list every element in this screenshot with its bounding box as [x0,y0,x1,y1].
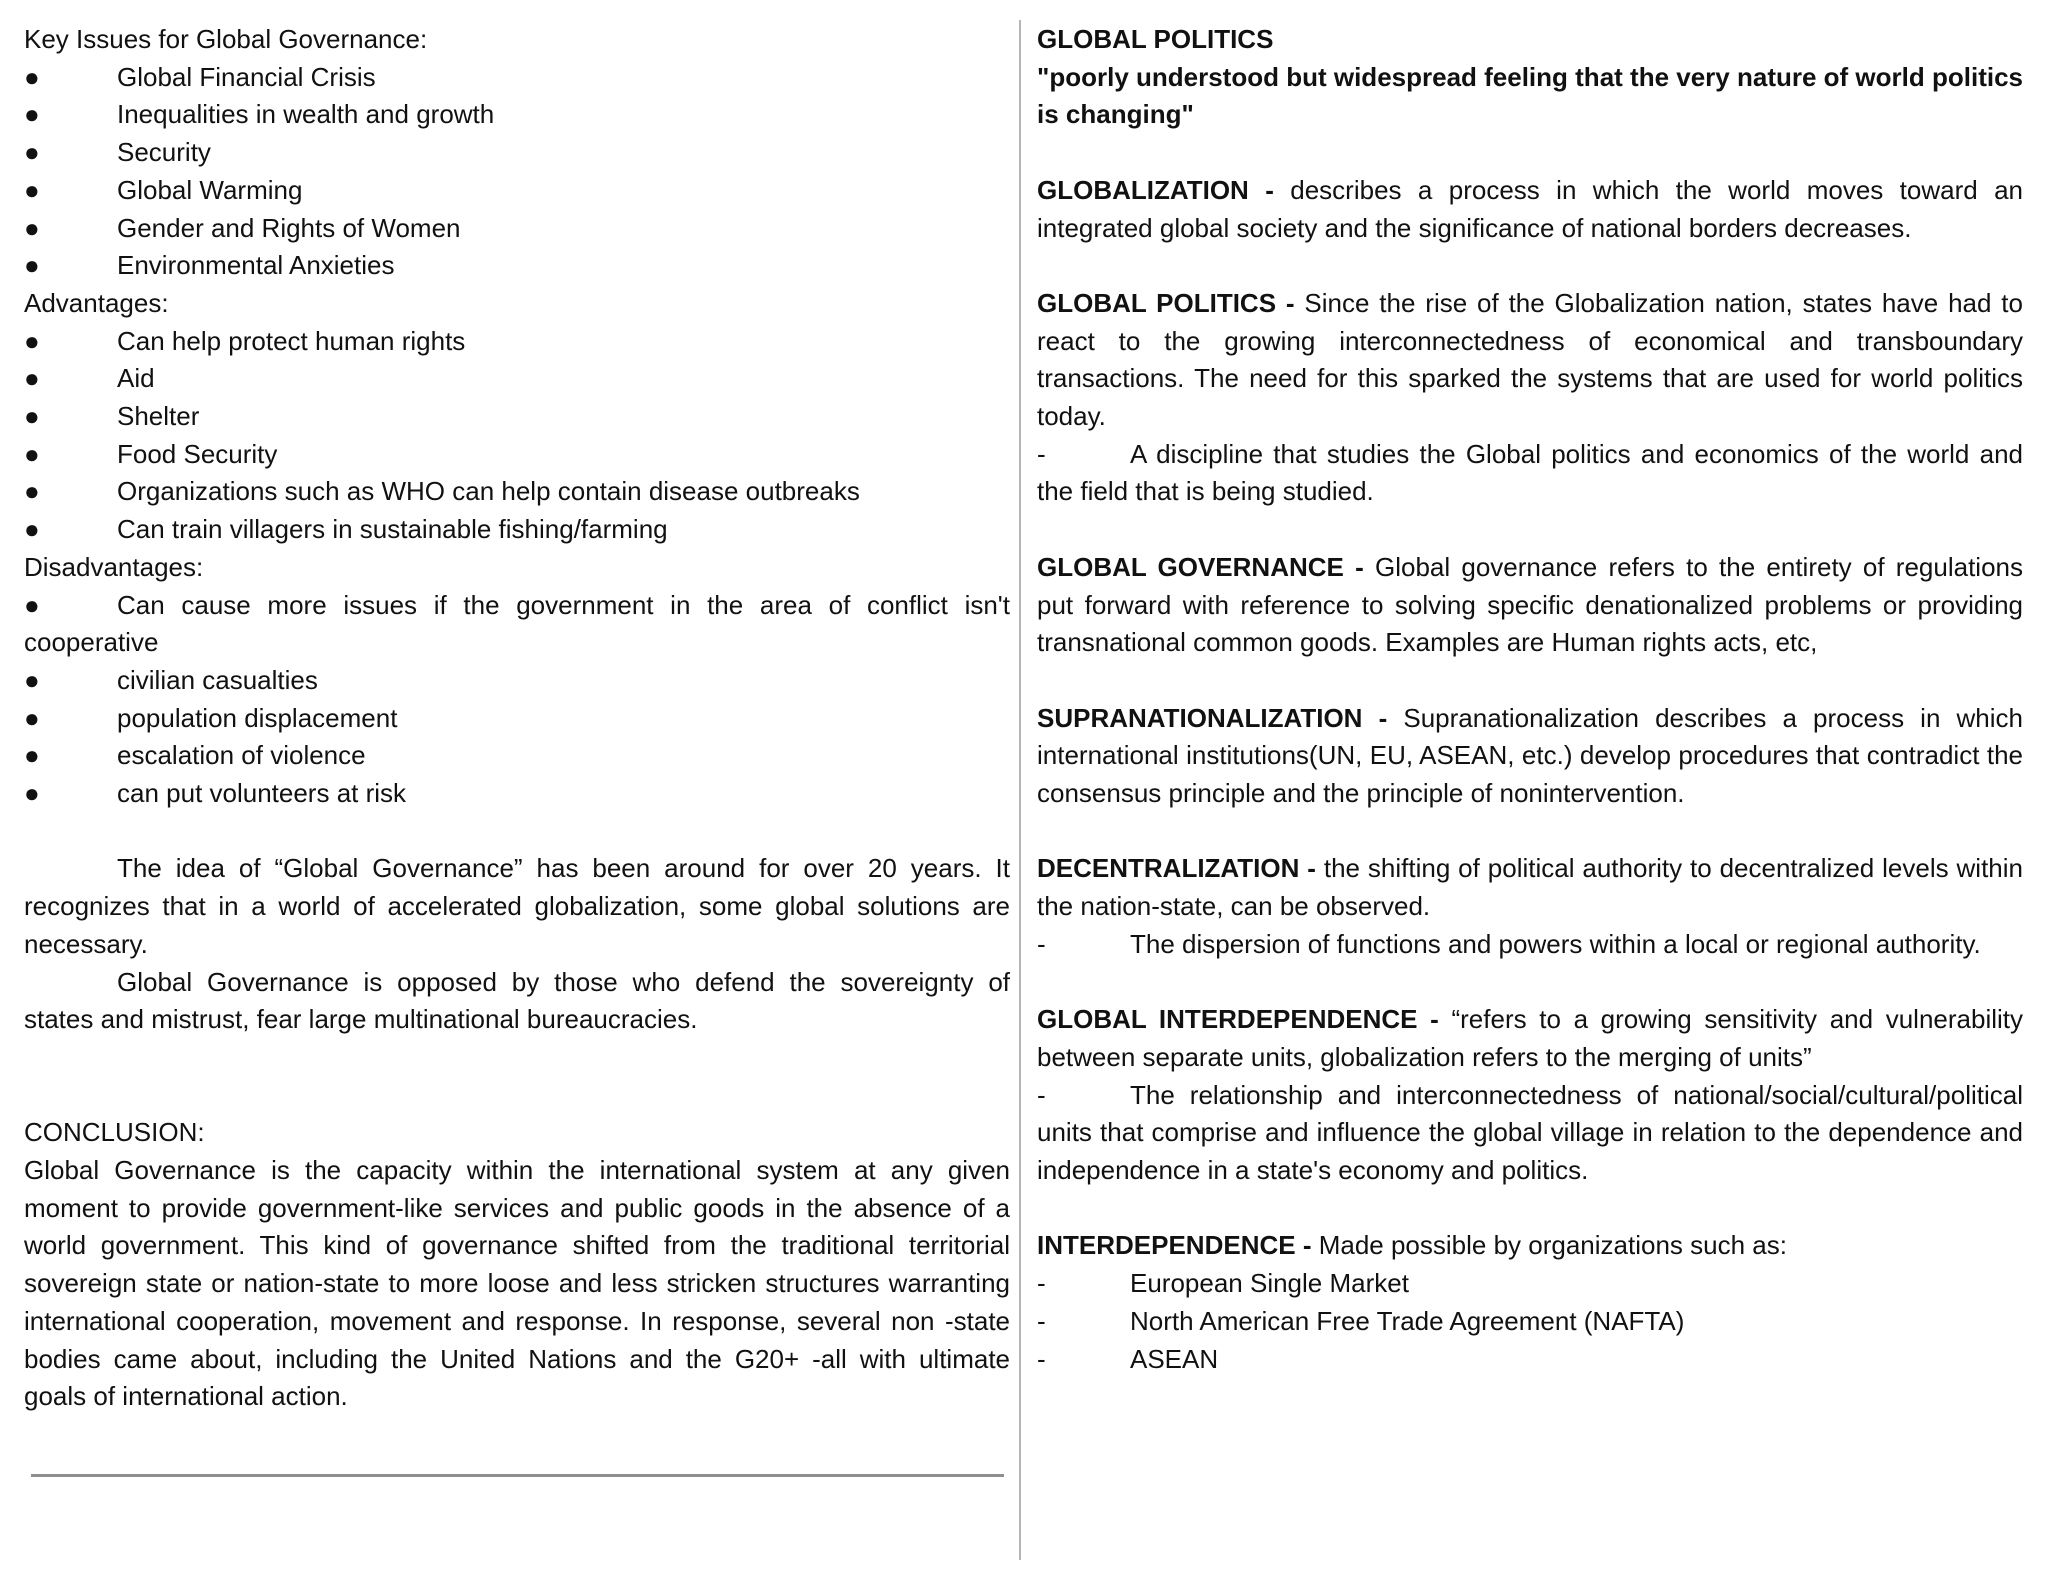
bullet-icon: ● [24,514,40,545]
paragraph-opposition: Global Governance is opposed by those who defend the sovereignty of states and mistrust, fear large multinational bureaucracies. [24,966,1010,1035]
definition-global-politics: GLOBAL POLITICS - Since the rise of the Globalization nation, states have had to react to the growing interconnectedness of economical and transboundary transactions. The need for this sparked the systems that are used for world politics today. [1037,287,2023,431]
definition-supranationalization: SUPRANATIONALIZATION - Supranationalization describes a process in which international institutions(UN, EU, ASEAN, etc.) develop procedures that contradict the consensus principle and the principle of nonintervention. [1037,702,2024,808]
spacer [1037,511,2023,549]
bullet-icon: ● [24,438,40,469]
sub-point: - A discipline that studies the Global politics and economics of the world and the field that is being studied. [1037,436,2023,511]
definition-decentralization: DECENTRALIZATION - the shifting of political authority to decentralized levels within the nation-state, can be observed. [1037,853,2023,922]
spacer [1037,964,2023,1002]
list-item: ● Food Security [24,436,1010,474]
definition-interdependence: INTERDEPENDENCE - Made possible by organizations such as: [1037,1230,1787,1261]
spacer [1037,247,2023,285]
bullet-icon: ● [24,702,40,733]
left-column [24,21,1010,1416]
conclusion-heading: CONCLUSION: [24,1117,205,1148]
sub-point: - The dispersion of functions and powers within a local or regional authority. [1037,926,2023,964]
term-global-politics: GLOBAL POLITICS [1037,287,1277,318]
list-item: ● Can help protect human rights [24,323,1010,361]
spacer [24,1039,1010,1114]
term-decentralization: DECENTRALIZATION [1037,853,1300,884]
right-column [1037,21,2023,1378]
column-divider [1019,20,1021,1560]
disadvantages-heading: Disadvantages: [24,551,204,582]
list-item: ● Organizations such as WHO can help contain disease outbreaks [24,473,1010,511]
term-globalization: GLOBALIZATION [1037,174,1249,205]
list-item: ● Inequalities in wealth and growth [24,96,1010,134]
advantages-heading: Advantages: [24,287,169,318]
bullet-icon: ● [24,325,40,356]
list-item: ● Gender and Rights of Women [24,210,1010,248]
key-issues-list [24,59,1010,285]
sub-point: - The relationship and interconnectedness of national/social/cultural/political units that comprise and influence the global village in relation to the dependence and independence in a state's economy and politics. [1037,1077,2023,1190]
list-item: ● civilian casualties [24,662,1010,700]
spacer [24,813,1010,851]
bullet-icon: ● [24,363,40,394]
spacer [1037,134,2023,172]
bullet-icon: ● [24,740,40,771]
spacer [1037,1190,2023,1228]
horizontal-rule [31,1474,1004,1477]
list-item: ● Can train villagers in sustainable fishing/farming [24,511,1010,549]
list-item: - ASEAN [1037,1341,2023,1379]
bullet-icon: ● [24,61,40,92]
term-global-interdependence: GLOBAL INTERDEPENDENCE [1037,1004,1418,1035]
bullet-icon: ● [24,778,40,809]
dash-icon: - [1037,1268,1046,1299]
bullet-icon: ● [24,664,40,695]
dash-icon: - [1037,438,1046,469]
term-supranationalization: SUPRANATIONALIZATION [1037,702,1363,733]
dash-icon: - [1037,1343,1046,1374]
list-item: ● Global Warming [24,172,1010,210]
list-item: ● can put volunteers at risk [24,775,1010,813]
bullet-icon: ● [24,401,40,432]
list-item: ● escalation of violence [24,737,1010,775]
definition-global-governance: GLOBAL GOVERNANCE - Global governance refers to the entirety of regulations put forward with reference to solving specific denationalized problems or providing transnational common goods. Examples are Human rights acts, etc, [1037,551,2023,658]
term-interdependence: INTERDEPENDENCE - [1037,1230,1312,1261]
dash-icon: - [1037,928,1046,959]
definition-globalization: GLOBALIZATION - describes a process in which the world moves toward an integrated global society and the significance of national borders decreases. [1037,174,2024,243]
list-item: ● Can cause more issues if the government in the area of conflict isn't cooperative [24,587,1010,662]
bullet-icon: ● [24,212,40,243]
list-item: - European Single Market [1037,1265,2023,1303]
bullet-icon: ● [24,99,40,130]
bullet-icon: ● [24,476,40,507]
conclusion-text: Global Governance is the capacity within the international system at any given moment to provide government-like services and public goods in the absence of a world government. This kind of governance shifted from the traditional territorial sovereign state or nation-state to more loose and less stricken structures warranting international cooperation, movement and response. In response, several non -state bodies came about, including the United Nations and the G20+ -all with ultimate goals of international action. [24,1155,1010,1412]
bullet-icon: ● [24,174,40,205]
key-issues-heading: Key Issues for Global Governance: [24,24,428,54]
paragraph-history: The idea of “Global Governance” has been around for over 20 years. It recognizes that in a world of accelerated globalization, some global solutions are necessary. [24,853,1010,959]
bullet-icon: ● [24,250,40,281]
list-item: ● Global Financial Crisis [24,59,1010,97]
dash-icon: - [1037,1079,1046,1110]
disadvantages-list [24,587,1010,813]
title-quote: "poorly understood but widespread feeling that the very nature of world politics is changing" [1037,61,2023,130]
spacer [1037,662,2023,700]
bullet-icon: ● [24,137,40,168]
bullet-icon: ● [24,589,40,620]
list-item: ● Security [24,134,1010,172]
list-item: ● population displacement [24,700,1010,738]
list-item: - North American Free Trade Agreement (NAFTA) [1037,1303,2023,1341]
organization-list [1037,1265,2023,1378]
definition-global-interdependence: GLOBAL INTERDEPENDENCE - “refers to a growing sensitivity and vulnerability between separate units, globalization refers to the merging of units” [1037,1004,2024,1072]
term-global-governance: GLOBAL GOVERNANCE [1037,551,1344,582]
list-item: ● Shelter [24,398,1010,436]
page-title: GLOBAL POLITICS [1037,24,1274,54]
list-item: ● Aid [24,360,1010,398]
advantages-list [24,323,1010,549]
list-item: ● Environmental Anxieties [24,247,1010,285]
dash-icon: - [1037,1305,1046,1336]
spacer [1037,813,2023,851]
